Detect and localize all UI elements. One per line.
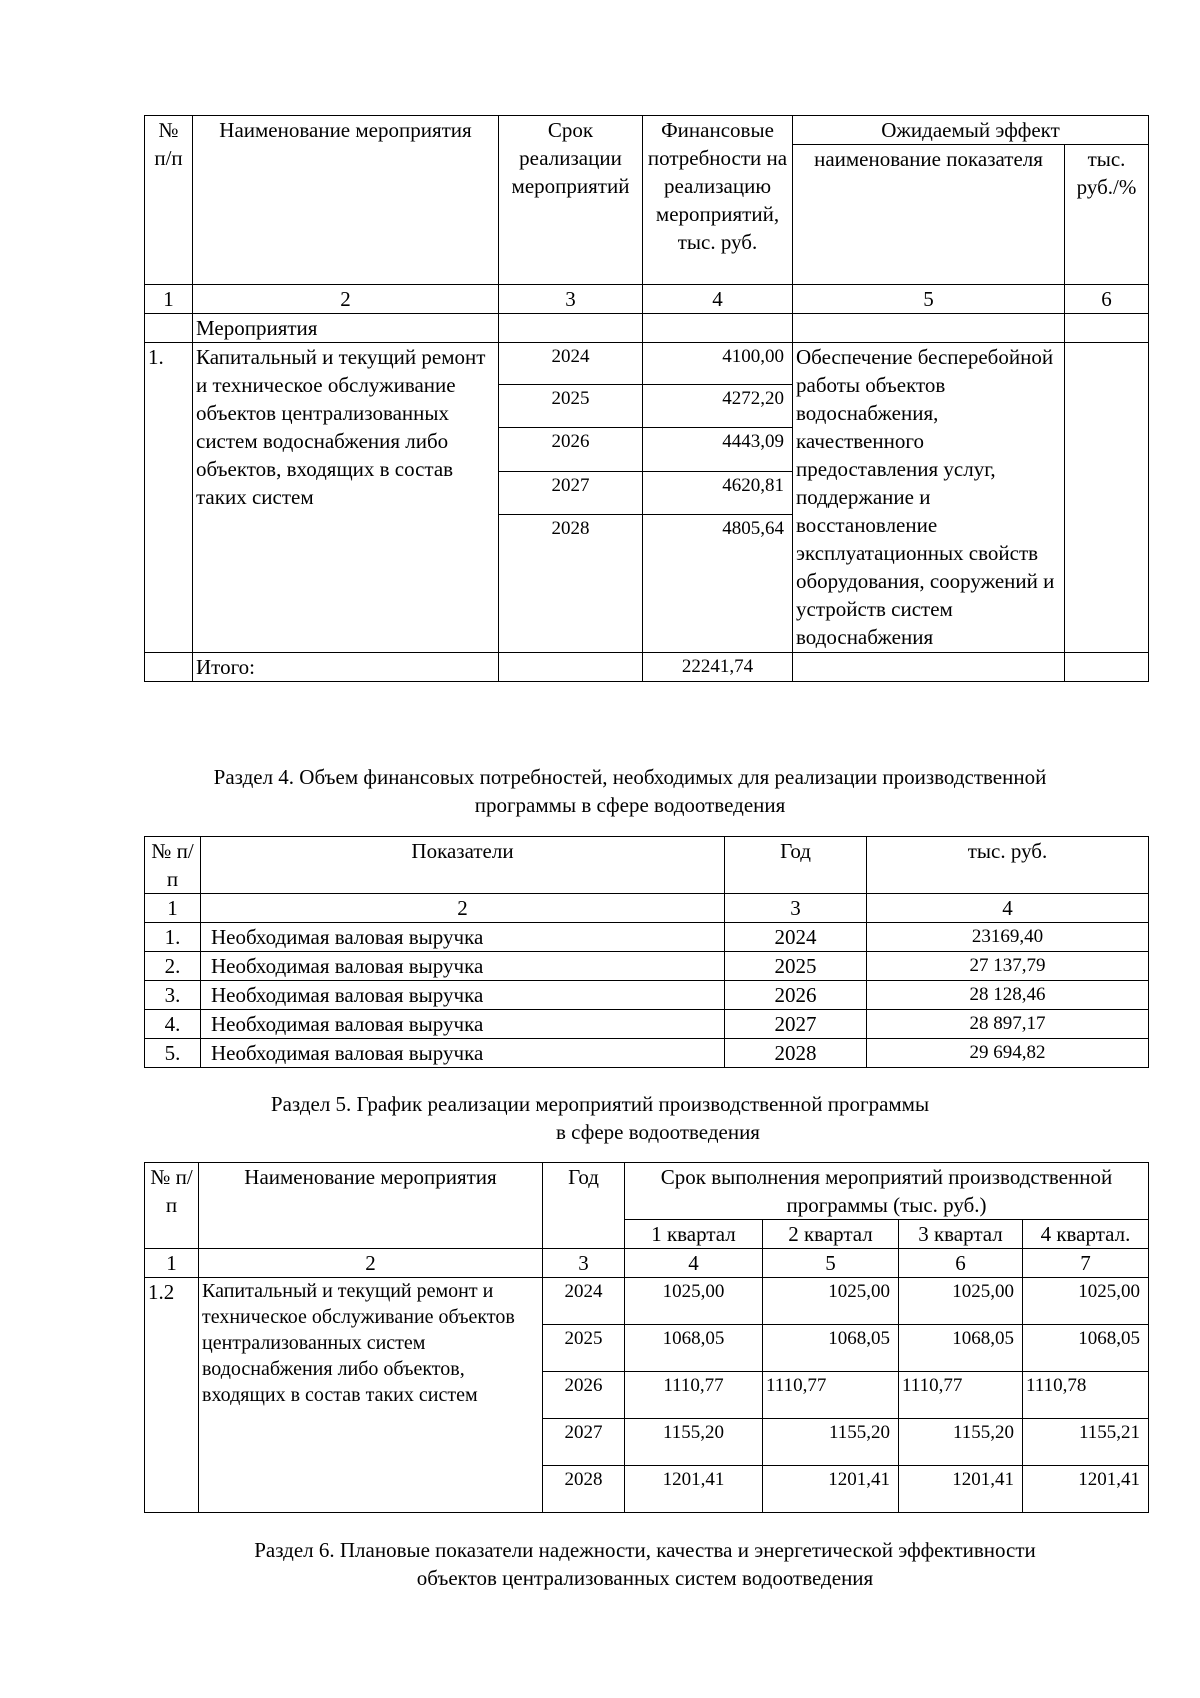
row-year: 2025: [725, 952, 867, 981]
row-value: 28 897,17: [867, 1010, 1149, 1039]
row-year: 2024: [725, 923, 867, 952]
year-cell: 2027: [499, 472, 643, 515]
header-indicator: Показатели: [201, 837, 725, 894]
amount-cell: 4443,09: [643, 428, 793, 472]
col-number: 6: [1065, 285, 1149, 314]
col-number: 6: [899, 1249, 1023, 1278]
col-number: 2: [201, 894, 725, 923]
q-value: 1025,00: [625, 1278, 763, 1325]
col-number: 4: [867, 894, 1149, 923]
header-effect-name: наименование показателя: [793, 145, 1065, 285]
table-row: [145, 981, 1149, 1010]
header-year: Год: [725, 837, 867, 894]
col-number: 2: [199, 1249, 543, 1278]
q-value: 1155,20: [625, 1419, 763, 1466]
revenue-table: [144, 836, 1149, 1068]
row-num: 5.: [145, 1039, 201, 1068]
row-year: 2025: [543, 1325, 625, 1372]
row-effect: Обеспечение бесперебойной работы объектов водоснабжения, качественного предоставления услуг, поддержание и восстановление эксплуатационных свойств оборудования, сооружений и устройств систем водоснабжения: [793, 343, 1065, 653]
measures-table: [144, 115, 1149, 682]
col-number: 1: [145, 285, 193, 314]
row-year: 2028: [725, 1039, 867, 1068]
amount-cell: 4272,20: [643, 385, 793, 428]
row-name: Капитальный и текущий ремонт и техническое обслуживание объектов централизованных систем водоснабжения либо объектов, входящих в состав таких систем: [199, 1278, 543, 1513]
row-num: 1.: [145, 923, 201, 952]
header-term: Срок реализации мероприятий: [499, 116, 643, 285]
q-value: 1201,41: [763, 1466, 899, 1513]
q-value: 1201,41: [899, 1466, 1023, 1513]
section4-title: Раздел 4. Объем финансовых потребностей, необходимых для реализации производственной программы в сфере водоотведения: [213, 765, 1047, 817]
header-year: Год: [543, 1163, 625, 1249]
row-value: 28 128,46: [867, 981, 1149, 1010]
year-cell: 2025: [499, 385, 643, 428]
amount-cell: 4620,81: [643, 472, 793, 515]
col-number: 3: [543, 1249, 625, 1278]
row-value: 27 137,79: [867, 952, 1149, 981]
header-effect: Ожидаемый эффект: [793, 116, 1149, 145]
row-value: 29 694,82: [867, 1039, 1149, 1068]
row-name: Капитальный и текущий ремонт и техническое обслуживание объектов централизованных систем водоснабжения либо объектов, входящих в состав таких систем: [193, 343, 499, 653]
row-name: Необходимая валовая выручка: [201, 923, 725, 952]
row-name: Необходимая валовая выручка: [201, 952, 725, 981]
header-effect-value: тыс. руб./%: [1065, 145, 1149, 285]
section5-title: Раздел 5. График реализации мероприятий производственной программы в сфере водоотведения: [270, 1092, 930, 1144]
header-q4: 4 квартал.: [1023, 1220, 1149, 1249]
header-num: № п/п: [145, 837, 201, 894]
header-num: № п/п: [145, 1163, 199, 1249]
row-name: Необходимая валовая выручка: [201, 1010, 725, 1039]
col-number: 7: [1023, 1249, 1149, 1278]
col-number: 3: [499, 285, 643, 314]
header-name: Наименование мероприятия: [199, 1163, 543, 1249]
row-year: 2026: [725, 981, 867, 1010]
row-name: Необходимая валовая выручка: [201, 1039, 725, 1068]
row-year: 2027: [543, 1419, 625, 1466]
row-num: 2.: [145, 952, 201, 981]
row-num: 4.: [145, 1010, 201, 1039]
col-number: 5: [793, 285, 1065, 314]
total-label: Итого:: [193, 653, 499, 682]
header-finance: Финансовые потребности на реализацию мероприятий, тыс. руб.: [643, 116, 793, 285]
header-num: № п/п: [145, 116, 193, 285]
col-number: 2: [193, 285, 499, 314]
q-value: 1201,41: [1023, 1466, 1149, 1513]
q-value: 1110,77: [625, 1372, 763, 1419]
row-num: 3.: [145, 981, 201, 1010]
q-value: 1025,00: [899, 1278, 1023, 1325]
row-year: 2026: [543, 1372, 625, 1419]
header-q2: 2 квартал: [763, 1220, 899, 1249]
row-num: 1.2: [145, 1278, 199, 1513]
header-q1: 1 квартал: [625, 1220, 763, 1249]
col-number: 1: [145, 894, 201, 923]
row-value: 23169,40: [867, 923, 1149, 952]
q-value: 1110,77: [899, 1372, 1023, 1419]
q-value: 1068,05: [763, 1325, 899, 1372]
header-value: тыс. руб.: [867, 837, 1149, 894]
section6-title: Раздел 6. Плановые показатели надежности, качества и энергетической эффективности объектов централизованных систем водоотведения: [254, 1538, 1036, 1590]
q-value: 1110,77: [763, 1372, 899, 1419]
row-year: 2024: [543, 1278, 625, 1325]
col-number: 3: [725, 894, 867, 923]
total-value: 22241,74: [643, 653, 793, 682]
year-cell: 2024: [499, 343, 643, 385]
q-value: 1155,20: [899, 1419, 1023, 1466]
row-name: Необходимая валовая выручка: [201, 981, 725, 1010]
schedule-table: [144, 1162, 1149, 1513]
year-cell: 2026: [499, 428, 643, 472]
q-value: 1025,00: [1023, 1278, 1149, 1325]
col-number: 4: [643, 285, 793, 314]
q-value: 1068,05: [625, 1325, 763, 1372]
table-row: [145, 952, 1149, 981]
q-value: 1068,05: [899, 1325, 1023, 1372]
row-num: 1.: [145, 343, 193, 653]
col-number: 5: [763, 1249, 899, 1278]
section-label: Мероприятия: [193, 314, 499, 343]
table-row: [145, 1039, 1149, 1068]
q-value: 1068,05: [1023, 1325, 1149, 1372]
q-value: 1025,00: [763, 1278, 899, 1325]
q-value: 1110,78: [1023, 1372, 1149, 1419]
header-name: Наименование мероприятия: [193, 116, 499, 285]
q-value: 1201,41: [625, 1466, 763, 1513]
q-value: 1155,21: [1023, 1419, 1149, 1466]
table-row: [145, 923, 1149, 952]
amount-cell: 4805,64: [643, 515, 793, 653]
header-q3: 3 квартал: [899, 1220, 1023, 1249]
q-value: 1155,20: [763, 1419, 899, 1466]
row-year: 2027: [725, 1010, 867, 1039]
year-cell: 2028: [499, 515, 643, 653]
table-row: [145, 1010, 1149, 1039]
amount-cell: 4100,00: [643, 343, 793, 385]
col-number: 1: [145, 1249, 199, 1278]
row-year: 2028: [543, 1466, 625, 1513]
col-number: 4: [625, 1249, 763, 1278]
header-schedule: Срок выполнения мероприятий производственной программы (тыс. руб.): [625, 1163, 1149, 1220]
